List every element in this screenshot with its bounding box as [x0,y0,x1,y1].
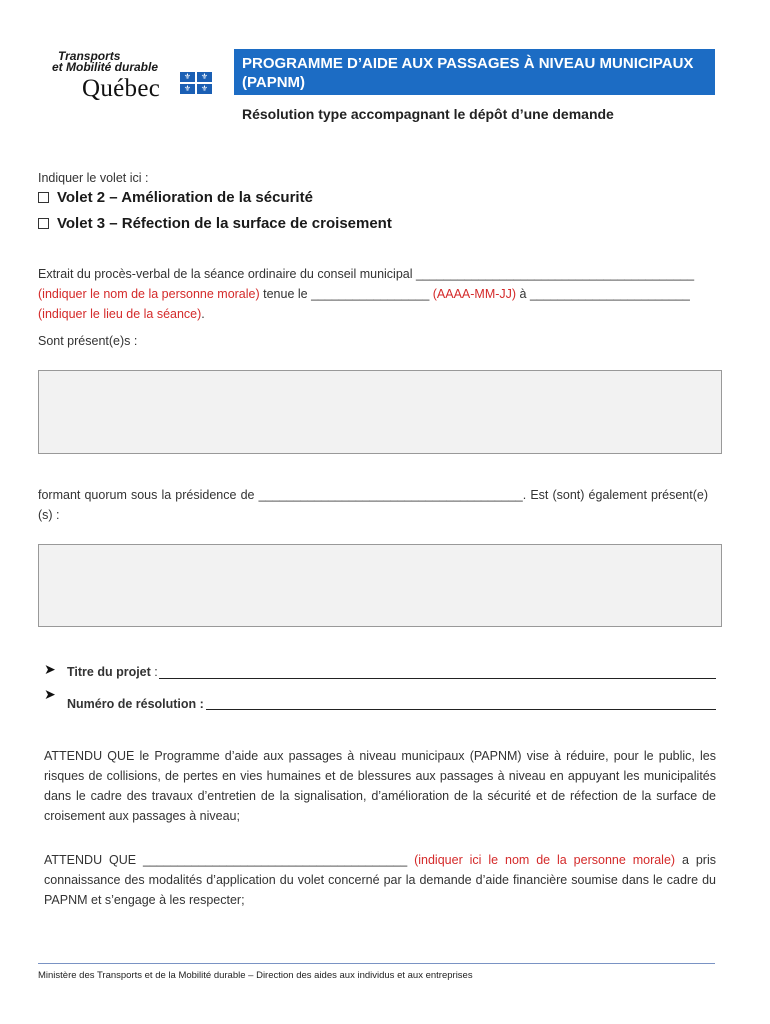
document-subtitle: Résolution type accompagnant le dépôt d’une demande [242,106,614,122]
volet-3-label: Volet 3 – Réfection de la surface de croisement [57,215,392,232]
fleur-de-lis-icon: ⚜ [180,72,195,82]
placeholder-personne-morale[interactable]: (indiquer le nom de la personne morale) [38,287,260,301]
extrait-tenue: tenue le _________________ [259,287,433,301]
extrait-paragraph [38,264,728,324]
also-present-input-box[interactable] [38,544,722,627]
extrait-line-3 [38,304,728,324]
ministry-logo [44,50,224,100]
titre-projet-row [44,662,716,682]
placeholder-date[interactable]: (AAAA-MM-JJ) [432,287,517,301]
fleur-de-lis-icon: ⚜ [197,72,212,82]
numero-resolution-row [44,686,716,710]
fleur-de-lis-icon: ⚜ [180,84,195,94]
logo-quebec-wordmark: Québec [82,75,161,102]
volet-prompt: Indiquer le volet ici : [38,171,149,185]
attendu-paragraph-1: ATTENDU QUE le Programme d’aide aux passages à niveau municipaux (PAPNM) vise à réduire, pour le public, les risques de collisions, de pertes en vies humaines et de blessures aux passages à niveau en appuyant les municipalités dans le cadre des travaux d’entretien de la signalisation, d’amélioration de la sécurité et de réfection de la surface de croisement aux passages à niveau; [44,749,716,823]
volet-2-label: Volet 2 – Amélioration de la sécurité [57,189,313,206]
titre-projet-line[interactable] [159,678,716,679]
arrow-icon: ➤ [44,686,56,702]
numero-resolution-label: Numéro de résolution : [67,697,204,711]
numero-resolution-line[interactable] [206,709,716,710]
quebec-flag-icon [180,72,212,94]
logo-line-mobilite: et Mobilité durable [52,60,159,74]
volet-2-checkbox[interactable] [38,192,49,203]
presents-label: Sont présent(e)s : [38,334,138,348]
fleur-de-lis-icon: ⚜ [197,84,212,94]
attendu-2-start: ATTENDU QUE ______________________________________ [44,853,415,867]
presents-input-box[interactable] [38,370,722,454]
volet-3-option[interactable] [38,215,392,232]
extrait-line-2 [38,284,728,304]
titre-projet-label-text: Titre du projet [67,665,151,679]
footer-divider [38,963,715,964]
extrait-period: . [201,307,205,321]
quorum-paragraph: formant quorum sous la présidence de ______________________________________. Est (sont) également présent(e)(s) : [38,488,708,522]
extrait-line-1: Extrait du procès-verbal de la séance ordinaire du conseil municipal ________________________________________ [38,267,695,281]
arrow-icon: ➤ [44,661,56,677]
program-title: PROGRAMME D’AIDE AUX PASSAGES À NIVEAU MUNICIPAUX (PAPNM) [242,55,694,91]
volet-2-option[interactable] [38,189,313,206]
extrait-a: à _______________________ [516,287,690,301]
attendu-2-end: a pris connaissance des modalités d’application du volet concerné par la demande d’aide financière soumise dans le cadre du PAPNM et s’engage à les respecter; [44,853,716,907]
volet-3-checkbox[interactable] [38,218,49,229]
logo-line-transports: Transports [58,49,121,63]
placeholder-lieu[interactable]: (indiquer le lieu de la séance) [38,307,202,321]
program-title-box [234,49,715,95]
attendu-paragraph-2 [44,850,716,910]
placeholder-personne-morale-2[interactable]: (indiquer ici le nom de la personne morale) [414,853,676,867]
footer-text: Ministère des Transports et de la Mobilité durable – Direction des aides aux individus et aux entreprises [38,970,473,981]
titre-projet-label [67,662,158,682]
titre-projet-colon: : [150,665,158,679]
